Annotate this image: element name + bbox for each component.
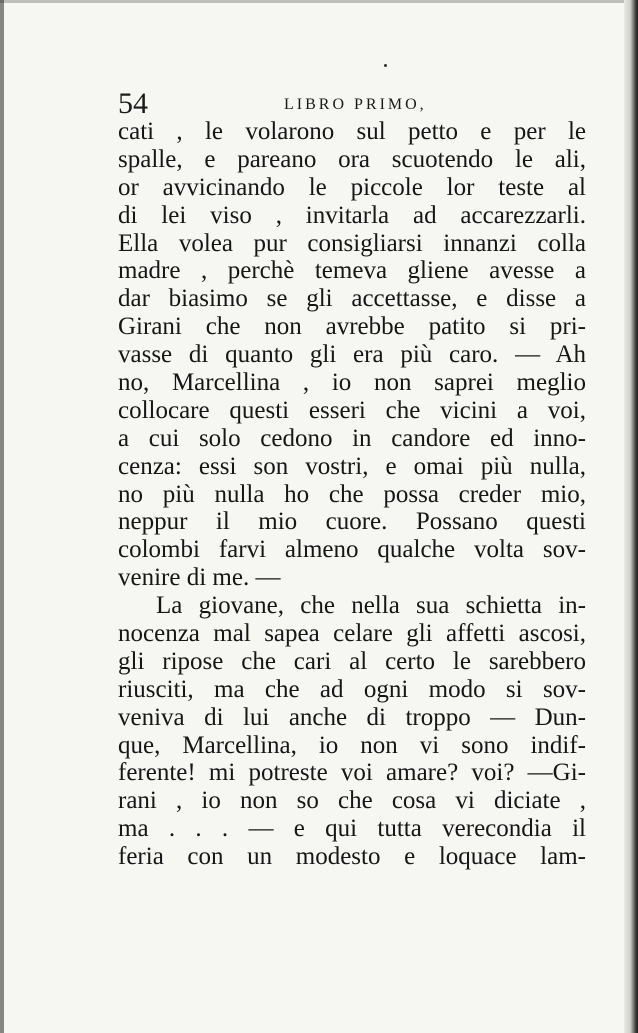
body-text [118,118,586,871]
running-head: LIBRO PRIMO, [284,96,427,113]
text-line: nocenza mal sapea celare gli affetti ascosi, [118,620,586,648]
page-header [116,86,586,122]
text-line: rani , io non so che cosa vi diciate , [118,787,586,815]
page-number: 54 [118,87,148,120]
text-line: gli ripose che cari al certo le sarebbero [118,647,586,675]
text-line: collocare questi esseri che vicini a voi, [118,396,586,424]
left-page-edge [0,0,4,1033]
text-line: spalle, e pareano ora scuotendo le ali, [118,145,586,173]
text-line: colombi farvi almeno qualche volta sov- [118,536,586,564]
text-line: feria con un modesto e loquace lam- [118,843,586,871]
text-line: Ella volea pur consigliarsi innanzi colla [118,229,586,257]
text-line: di lei viso , invitarla ad accarezzarli. [118,201,586,229]
text-line: cenza: essi son vostri, e omai più nulla, [118,452,586,480]
ink-speck [384,64,387,67]
text-line: Girani che non avrebbe patito si pri- [118,313,586,341]
text-line: neppur il mio cuore. Possano questi [118,508,586,536]
text-line: ferente! mi potreste voi amare? voi? —Gi- [118,759,586,787]
text-line: or avvicinando le piccole lor teste al [118,173,586,201]
right-page-edge [624,0,638,1033]
top-page-edge [0,0,638,3]
text-line: riusciti, ma che ad ogni modo si sov- [118,675,586,703]
text-line: a cui solo cedono in candore ed inno- [118,424,586,452]
text-line: cati , le volarono sul petto e per le [118,118,586,145]
text-line: ma . . . — e qui tutta verecondia il [118,815,586,843]
paragraph-start-line: La giovane, che nella sua schietta in- [156,592,586,620]
paragraph-end-line: venire di me. — [118,564,281,592]
text-line: vasse di quanto gli era più caro. — Ah [118,341,586,369]
text-line: madre , perchè temeva gliene avesse a [118,257,586,285]
text-line: no più nulla ho che possa creder mio, [118,480,586,508]
text-line: dar biasimo se gli accettasse, e disse a [118,285,586,313]
text-line: veniva di lui anche di troppo — Dun- [118,703,586,731]
text-line: que, Marcellina, io non vi sono indif- [118,731,586,759]
text-line: no, Marcellina , io non saprei meglio [118,369,586,397]
